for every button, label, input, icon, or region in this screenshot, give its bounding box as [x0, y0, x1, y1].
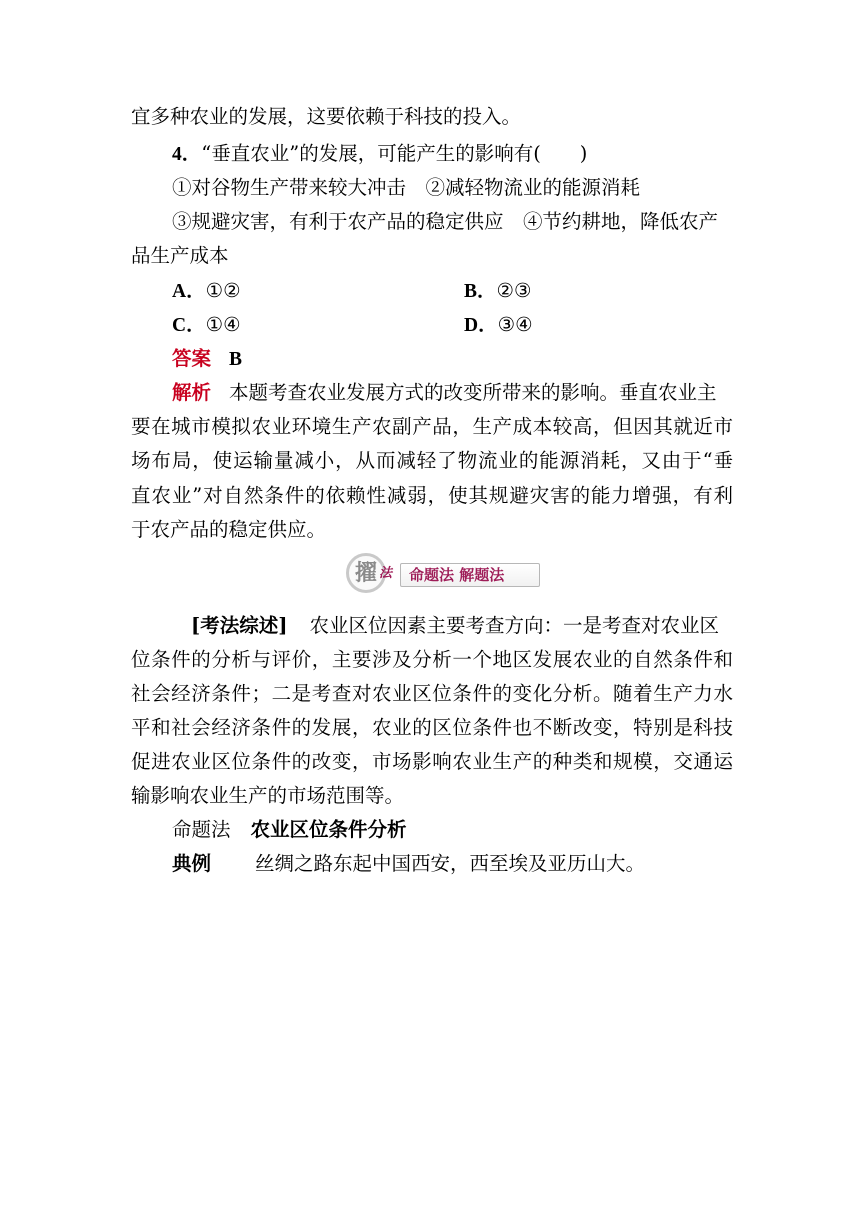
analysis-line-4: 直农业”对自然条件的依赖性减弱，使其规避灾害的能力增强，有利: [131, 484, 733, 507]
summary-text: 农业区位因素主要考查方向：一是考查对农业区: [309, 614, 719, 637]
summary-label: [考法综述]: [191, 614, 288, 637]
question-number: 4．: [172, 144, 202, 165]
question-4: [172, 140, 587, 169]
answer-label: 答案: [172, 347, 212, 370]
method-label: 命题法: [172, 818, 231, 841]
text-line: 宜多种农业的发展，这要依赖于科技的投入。: [131, 105, 522, 128]
statement-options-3-4: ③规避灾害，有利于农产品的稳定供应 ④节约耕地，降低农产: [172, 210, 719, 233]
choice-value: ①②: [205, 279, 241, 302]
banner-fa-label: 法: [379, 566, 393, 581]
summary-line-3: 社会经济条件；二是考查对农业区位条件的变化分析。随着生产力水: [131, 682, 733, 705]
choice-value: ①④: [205, 313, 241, 336]
method-title: 农业区位条件分析: [250, 818, 407, 841]
example-text: 丝绸之路东起中国西安，西至埃及亚历山大。: [255, 852, 646, 875]
banner-emblem-icon: 擢: [346, 553, 386, 593]
statement-options-1-2: ①对谷物生产带来较大冲击 ②减轻物流业的能源消耗: [172, 176, 641, 199]
analysis-line-2: 要在城市模拟农业环境生产农副产品，生产成本较高，但因其就近市: [131, 415, 733, 438]
choice-letter: A．: [172, 281, 206, 302]
choice-b: [464, 277, 531, 306]
summary-line-2: 位条件的分析与评价，主要涉及分析一个地区发展农业的自然条件和: [131, 648, 733, 671]
choice-value: ③④: [497, 313, 533, 336]
statement-options-3-4-cont: 品生产成本: [131, 244, 229, 267]
example-label: 典例: [172, 852, 212, 875]
question-stem: “垂直农业”的发展，可能产生的影响有( ): [201, 142, 588, 165]
analysis-line-5: 于农产品的稳定供应。: [131, 518, 327, 541]
choice-letter: B．: [464, 281, 497, 302]
analysis-text: 本题考查农业发展方式的改变所带来的影响。垂直农业主: [229, 381, 717, 404]
choice-value: ②③: [496, 279, 532, 302]
method-banner: [346, 553, 546, 597]
method-line: [172, 816, 407, 844]
banner-title-box: [400, 563, 540, 587]
summary-line-5: 促进农业区位条件的改变，市场影响农业生产的种类和规模，交通运: [131, 750, 733, 773]
choice-letter: C．: [172, 315, 206, 336]
example-line: [172, 850, 645, 878]
analysis-line-1: [172, 379, 717, 407]
answer-line: [172, 345, 242, 374]
choice-letter: D．: [464, 315, 498, 336]
analysis-label: 解析: [172, 381, 212, 404]
summary-line-4: 平和社会经济条件的发展，农业的区位条件也不断改变，特别是科技: [131, 716, 733, 739]
choice-d: [464, 311, 533, 340]
summary-line-1: [191, 612, 719, 640]
summary-line-6: 输影响农业生产的市场范围等。: [131, 784, 405, 807]
analysis-line-3: 场布局，使运输量减小，从而减轻了物流业的能源消耗，又由于“垂: [131, 449, 733, 472]
choice-a: [172, 277, 241, 306]
answer-value: B: [229, 349, 243, 370]
banner-title: 命题法 解题法: [409, 566, 505, 584]
choice-c: [172, 311, 241, 340]
